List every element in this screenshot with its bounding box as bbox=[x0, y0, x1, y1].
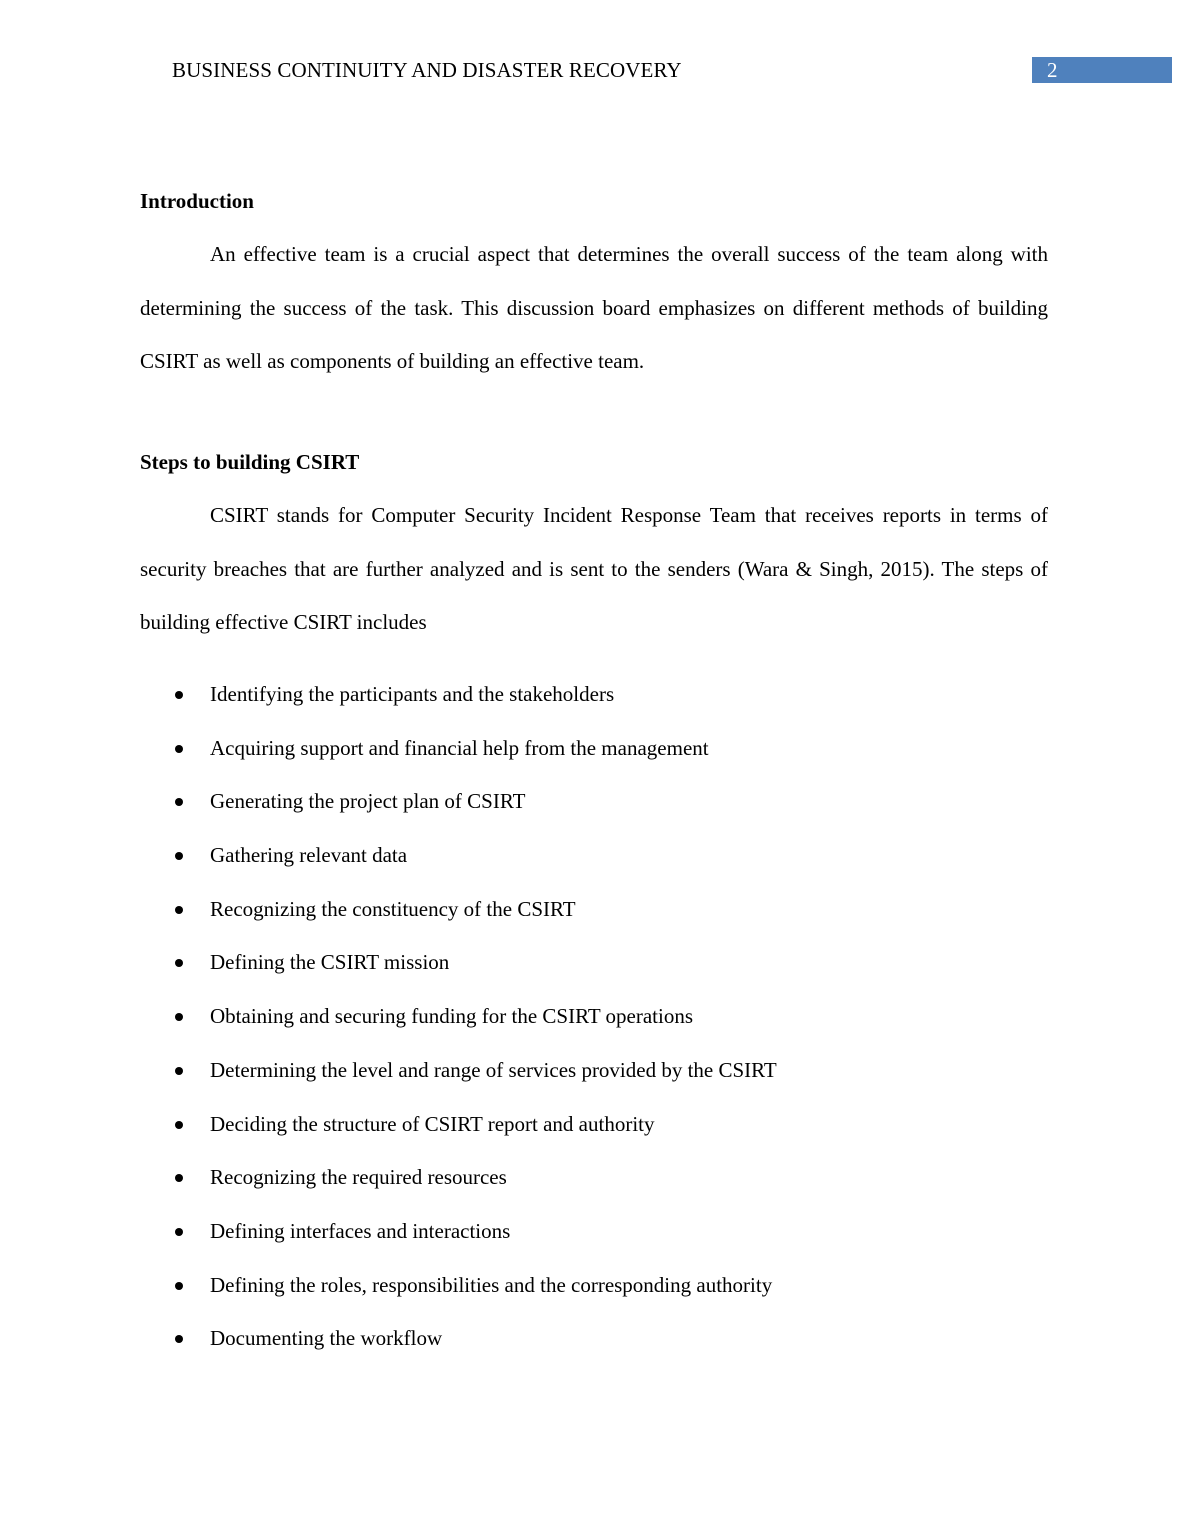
list-item-text: Acquiring support and financial help from the management bbox=[210, 735, 709, 760]
list-item bbox=[0, 775, 1190, 829]
list-item-text: Determining the level and range of services provided by the CSIRT bbox=[210, 1057, 777, 1082]
list-item-text: Obtaining and securing funding for the CSIRT operations bbox=[210, 1004, 694, 1029]
bullet-icon bbox=[175, 745, 183, 753]
bullet-icon bbox=[175, 1335, 183, 1343]
list-item-text: Identifying the participants and the stakeholders bbox=[210, 682, 615, 706]
list-item bbox=[0, 722, 1190, 776]
steps-heading: Steps to building CSIRT bbox=[140, 450, 360, 474]
list-item bbox=[0, 1312, 1190, 1366]
bullet-icon bbox=[175, 1228, 183, 1236]
introduction-paragraph: An effective team is a crucial aspect that determines the overall success of the team along with determining the success of the task. This discussion board emphasizes on different methods of building CSIRT as well as components of building an effective team. bbox=[140, 242, 1048, 373]
list-item bbox=[0, 936, 1190, 990]
list-item-text: Recognizing the constituency of the CSIRT bbox=[210, 896, 576, 921]
steps-paragraph: CSIRT stands for Computer Security Incident Response Team that receives reports in terms of security breaches that are further analyzed and is sent to the senders (Wara & Singh, 2015). The steps of building effective CSIRT includes bbox=[140, 503, 1048, 634]
bullet-icon bbox=[175, 1067, 183, 1075]
list-item-text: Defining interfaces and interactions bbox=[210, 1218, 511, 1243]
list-item bbox=[0, 829, 1190, 883]
list-item bbox=[0, 1151, 1190, 1205]
page-number: 2 bbox=[1047, 58, 1058, 82]
bullet-icon bbox=[175, 959, 183, 967]
introduction-heading: Introduction bbox=[140, 189, 254, 213]
bullet-icon bbox=[175, 1121, 183, 1129]
bullet-icon bbox=[175, 852, 183, 860]
list-item bbox=[0, 1098, 1190, 1152]
list-item-text: Defining the roles, responsibilities and the corresponding authority bbox=[210, 1272, 773, 1297]
bullet-icon bbox=[175, 906, 183, 914]
list-item-text: Documenting the workflow bbox=[210, 1326, 443, 1351]
list-item bbox=[0, 990, 1190, 1044]
list-item bbox=[0, 1205, 1190, 1259]
list-item bbox=[0, 883, 1190, 937]
steps-list bbox=[0, 668, 1190, 1366]
bullet-icon bbox=[175, 1174, 183, 1182]
bullet-icon bbox=[175, 691, 183, 699]
list-item-text: Recognizing the required resources bbox=[210, 1165, 507, 1190]
bullet-icon bbox=[175, 1282, 183, 1290]
list-item-text: Generating the project plan of CSIRT bbox=[210, 789, 526, 814]
bullet-icon bbox=[175, 1013, 183, 1021]
list-item-text: Gathering relevant data bbox=[210, 843, 408, 868]
list-item-text: Deciding the structure of CSIRT report and authority bbox=[210, 1111, 655, 1136]
list-item-text: Defining the CSIRT mission bbox=[210, 950, 450, 975]
list-item bbox=[0, 668, 1190, 722]
bullet-icon bbox=[175, 798, 183, 806]
list-item bbox=[0, 1044, 1190, 1098]
list-item bbox=[0, 1259, 1190, 1313]
page-number-box bbox=[1032, 57, 1172, 83]
running-head: BUSINESS CONTINUITY AND DISASTER RECOVERY bbox=[172, 58, 682, 82]
